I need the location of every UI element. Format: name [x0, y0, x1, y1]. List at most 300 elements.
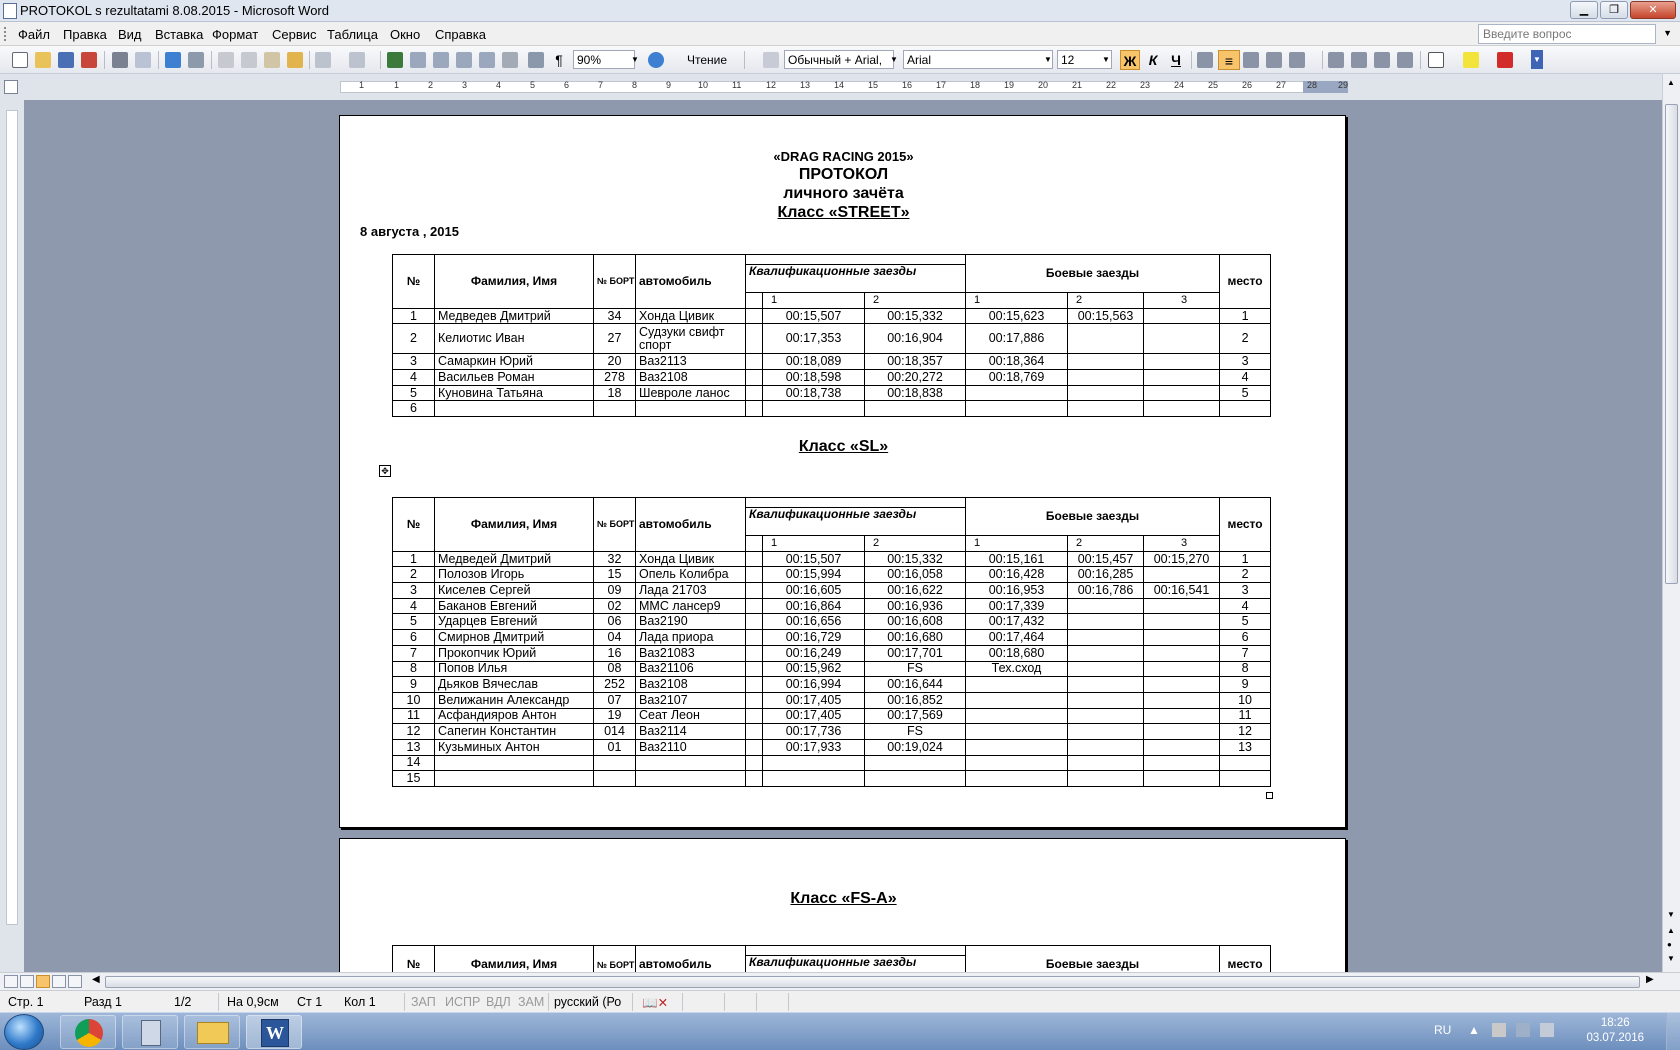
- cell-board: 01: [594, 739, 636, 755]
- toolbar: [0, 46, 1680, 74]
- cell-board: [594, 755, 636, 771]
- table-row: [393, 583, 1271, 599]
- cell-car: Ваз2108: [636, 677, 746, 693]
- status-line: Ст 1: [297, 995, 323, 1009]
- row-spacer-cell: [746, 401, 763, 417]
- ruler-number: 11: [732, 80, 742, 90]
- menu-window[interactable]: Окно: [390, 27, 421, 42]
- row-spacer-cell: [746, 614, 763, 630]
- scroll-right-icon[interactable]: ▶: [1646, 974, 1654, 985]
- row-spacer-cell: [746, 598, 763, 614]
- status-track-changes[interactable]: ИСПР: [445, 995, 481, 1009]
- cell-board: 08: [594, 661, 636, 677]
- clock-date: 03.07.2016: [1586, 1032, 1644, 1044]
- cell-board: 07: [594, 692, 636, 708]
- restore-button[interactable]: ❐: [1600, 1, 1628, 19]
- cell-place: 4: [1220, 598, 1271, 614]
- protocol-title: ПРОТОКОЛ: [798, 166, 889, 183]
- cell-q1: 00:17,353: [763, 324, 865, 354]
- chrome-icon: [75, 1019, 103, 1047]
- cell-b2: [1068, 708, 1144, 724]
- cell-car: Хонда Цивик: [636, 551, 746, 567]
- cell-place: 2: [1220, 324, 1271, 354]
- row-spacer-cell: [746, 354, 763, 370]
- justify-icon[interactable]: [1266, 52, 1282, 68]
- cell-b1: 00:17,886: [966, 324, 1068, 354]
- cell-q1: 00:17,736: [763, 724, 865, 740]
- table-row: [393, 308, 1271, 324]
- font-color-icon[interactable]: [1497, 52, 1513, 68]
- table-row: [393, 771, 1271, 787]
- print-layout-view-icon[interactable]: [36, 975, 50, 988]
- ask-question-input[interactable]: Введите вопрос: [1478, 24, 1656, 44]
- web-view-icon[interactable]: [20, 975, 34, 988]
- header-num: №: [393, 498, 435, 552]
- table-row: [393, 692, 1271, 708]
- cell-b1: [966, 692, 1068, 708]
- cell-b2: 00:16,786: [1068, 583, 1144, 599]
- page-2[interactable]: [339, 838, 1346, 972]
- style-dropdown-icon[interactable]: ▼: [890, 55, 898, 64]
- cell-q2: 00:15,332: [865, 551, 966, 567]
- scroll-down-icon[interactable]: ▼: [1667, 910, 1675, 919]
- ruler-number: 19: [1004, 80, 1015, 90]
- table-row: [393, 645, 1271, 661]
- class-fsa-title: Класс «FS-A»: [790, 890, 897, 907]
- ruler-number: 12: [766, 80, 777, 90]
- cell-q1: 00:15,962: [763, 661, 865, 677]
- row-spacer-cell: [746, 755, 763, 771]
- zoom-dropdown-icon[interactable]: ▼: [631, 55, 639, 64]
- prev-page-icon[interactable]: ▲: [1667, 926, 1675, 935]
- header-battle: Боевые заезды: [966, 255, 1220, 293]
- cell-place: 2: [1220, 567, 1271, 583]
- vertical-scrollbar[interactable]: [1662, 74, 1680, 972]
- cell-q1: 00:16,729: [763, 630, 865, 646]
- word-taskbar-button[interactable]: [246, 1015, 302, 1049]
- undo-icon[interactable]: [315, 52, 331, 68]
- header-place: место: [1220, 946, 1271, 973]
- outline-view-icon[interactable]: [52, 975, 66, 988]
- cell-place: 3: [1220, 354, 1271, 370]
- cell-name: Медведев Дмитрий: [435, 308, 594, 324]
- cell-car: Ваз21083: [636, 645, 746, 661]
- class-sl-title: Класс «SL»: [798, 438, 889, 455]
- cell-board: 09: [594, 583, 636, 599]
- cell-b3: [1144, 724, 1220, 740]
- menu-bar: [0, 22, 1680, 46]
- cell-place: 8: [1220, 661, 1271, 677]
- cell-board: 19: [594, 708, 636, 724]
- cell-num: 3: [393, 354, 435, 370]
- vertical-scroll-thumb[interactable]: [1665, 104, 1678, 584]
- cell-car: Ваз2110: [636, 739, 746, 755]
- decrease-indent-icon[interactable]: [1374, 52, 1390, 68]
- cell-b1: Тех.сход: [966, 661, 1068, 677]
- cell-q1: 00:17,933: [763, 739, 865, 755]
- print-preview-icon[interactable]: [135, 52, 151, 68]
- cell-place: [1220, 755, 1271, 771]
- table-row: [393, 739, 1271, 755]
- cell-name: Киселев Сергей: [435, 583, 594, 599]
- horizontal-scrollbar[interactable]: [0, 972, 1680, 990]
- new-document-icon[interactable]: [12, 52, 28, 68]
- header-car: автомобиль: [636, 498, 746, 552]
- cell-num: 4: [393, 598, 435, 614]
- style-field[interactable]: Обычный + Arial,: [784, 50, 894, 69]
- borders-icon[interactable]: [1428, 52, 1444, 68]
- cell-b1: 00:15,161: [966, 551, 1068, 567]
- cell-q2: [865, 755, 966, 771]
- tab-selector[interactable]: [4, 80, 18, 94]
- header-name: Фамилия, Имя: [435, 255, 594, 309]
- zoom-field[interactable]: 90%: [573, 50, 635, 69]
- volume-icon[interactable]: [1540, 1023, 1554, 1037]
- cell-num: 13: [393, 739, 435, 755]
- tray-expand-icon[interactable]: ▲: [1468, 1023, 1480, 1037]
- cell-b2: [1068, 739, 1144, 755]
- cell-q1: 00:16,249: [763, 645, 865, 661]
- cell-q2: 00:17,569: [865, 708, 966, 724]
- cell-name: Куновина Татьяна: [435, 385, 594, 401]
- cell-name: Смирнов Дмитрий: [435, 630, 594, 646]
- title-bar: [0, 0, 1680, 22]
- ruler-number: 2: [428, 80, 434, 90]
- row-spacer-cell: [746, 630, 763, 646]
- explorer-taskbar-button[interactable]: [184, 1015, 240, 1049]
- system-clock[interactable]: [1586, 1016, 1644, 1046]
- header-qual-spacer: [746, 293, 763, 309]
- document-map-icon[interactable]: [528, 52, 544, 68]
- reading-mode-button[interactable]: [676, 50, 738, 70]
- cell-b3: [1144, 755, 1220, 771]
- line-spacing-icon[interactable]: [1289, 52, 1305, 68]
- status-col: Кол 1: [344, 995, 376, 1009]
- italic-button[interactable]: К: [1148, 52, 1158, 68]
- menu-edit[interactable]: Правка: [63, 27, 107, 42]
- cell-b3: [1144, 771, 1220, 787]
- cell-b3: [1144, 645, 1220, 661]
- cell-place: 11: [1220, 708, 1271, 724]
- cell-car: Судзуки свифт спорт: [636, 324, 746, 354]
- save-icon[interactable]: [58, 52, 74, 68]
- table-move-handle-icon[interactable]: ✥: [379, 465, 391, 477]
- numbering-icon[interactable]: [1328, 52, 1344, 68]
- table-row: [393, 630, 1271, 646]
- toolbar-options-icon[interactable]: ▼: [1531, 50, 1543, 69]
- cell-car: Опель Колибра: [636, 567, 746, 583]
- spelling-status-icon[interactable]: 📖✕: [642, 996, 669, 1010]
- ruler-number: 17: [936, 80, 947, 90]
- scroll-left-icon[interactable]: ◀: [92, 974, 100, 985]
- status-section: Разд 1: [84, 995, 122, 1009]
- table-row: [393, 354, 1271, 370]
- spelling-icon[interactable]: [165, 52, 181, 68]
- cell-b3: [1144, 401, 1220, 417]
- table-row: [393, 755, 1271, 771]
- cell-car: Шевроле ланос: [636, 385, 746, 401]
- cell-car: Лада 21703: [636, 583, 746, 599]
- cell-board: 014: [594, 724, 636, 740]
- bold-button[interactable]: Ж: [1120, 50, 1140, 70]
- class-street-title: Класс «STREET»: [777, 204, 910, 221]
- font-dropdown-icon[interactable]: ▼: [1044, 55, 1052, 64]
- cell-q1: 00:15,507: [763, 308, 865, 324]
- header-name: Фамилия, Имя: [435, 498, 594, 552]
- cell-b1: 00:16,953: [966, 583, 1068, 599]
- header-battle: Боевые заезды: [966, 946, 1220, 973]
- header-b3: 3: [1144, 536, 1220, 552]
- ruler-number: 3: [462, 80, 468, 90]
- font-size-field[interactable]: 12: [1057, 50, 1112, 69]
- cell-place: 12: [1220, 724, 1271, 740]
- redo-icon[interactable]: [349, 52, 365, 68]
- ruler-number: 27: [1276, 80, 1287, 90]
- status-language[interactable]: русский (Ро: [554, 995, 622, 1009]
- minimize-button[interactable]: ▁: [1570, 1, 1598, 19]
- cell-b1: [966, 708, 1068, 724]
- cell-b3: [1144, 308, 1220, 324]
- cut-icon[interactable]: [218, 52, 234, 68]
- cell-num: 10: [393, 692, 435, 708]
- insert-table-icon[interactable]: [433, 52, 449, 68]
- start-button-icon[interactable]: [4, 1014, 44, 1050]
- drawing-icon[interactable]: [502, 52, 518, 68]
- show-desktop-button[interactable]: [1666, 1013, 1680, 1050]
- cell-q2: 00:16,608: [865, 614, 966, 630]
- cell-place: 6: [1220, 630, 1271, 646]
- menu-help[interactable]: Справка: [435, 27, 486, 42]
- header-num: №: [393, 946, 435, 973]
- cell-num: 4: [393, 370, 435, 386]
- cell-car: Сеат Леон: [636, 708, 746, 724]
- ruler-number: 7: [598, 80, 604, 90]
- permission-icon[interactable]: [81, 52, 97, 68]
- close-button[interactable]: ✕: [1630, 1, 1676, 19]
- cell-car: Ваз2190: [636, 614, 746, 630]
- table-row: [393, 708, 1271, 724]
- cell-b3: [1144, 739, 1220, 755]
- cell-q1: 00:18,089: [763, 354, 865, 370]
- ruler-number: 25: [1208, 80, 1219, 90]
- cell-place: 4: [1220, 370, 1271, 386]
- table-row: [393, 614, 1271, 630]
- next-page-icon[interactable]: ▼: [1667, 954, 1675, 963]
- normal-view-icon[interactable]: [4, 975, 18, 988]
- table-row: [393, 677, 1271, 693]
- help-icon[interactable]: [648, 52, 664, 68]
- cell-num: 12: [393, 724, 435, 740]
- status-bar: [0, 990, 1680, 1012]
- menu-format[interactable]: Формат: [212, 27, 259, 42]
- horizontal-scroll-thumb[interactable]: [105, 976, 1640, 988]
- header-board: № БОРТ: [594, 255, 636, 309]
- menu-insert[interactable]: Вставка: [155, 27, 204, 42]
- table-resize-handle[interactable]: [1266, 792, 1273, 799]
- row-spacer-cell: [746, 771, 763, 787]
- cell-q2: 00:16,058: [865, 567, 966, 583]
- cell-b2: [1068, 630, 1144, 646]
- increase-indent-icon[interactable]: [1397, 52, 1413, 68]
- ruler-number: 16: [902, 80, 913, 90]
- cell-b1: [966, 401, 1068, 417]
- ruler-number: 26: [1242, 80, 1253, 90]
- format-painter-icon[interactable]: [287, 52, 303, 68]
- cell-car: [636, 401, 746, 417]
- cell-b2: [1068, 401, 1144, 417]
- cell-q2: FS: [865, 661, 966, 677]
- ruler-number: 1: [359, 80, 365, 90]
- menu-tools[interactable]: Сервис: [272, 27, 317, 42]
- vertical-ruler[interactable]: [0, 100, 24, 972]
- ruler-number: 14: [834, 80, 845, 90]
- horizontal-ruler[interactable]: [0, 74, 1662, 100]
- print-icon[interactable]: [112, 52, 128, 68]
- reading-mode-label: Чтение: [686, 53, 728, 67]
- cell-q1: 00:15,994: [763, 567, 865, 583]
- cell-q1: 00:16,864: [763, 598, 865, 614]
- language-indicator[interactable]: RU: [1434, 1023, 1452, 1037]
- header-board: № БОРТ: [594, 946, 636, 973]
- ruler-number: 13: [800, 80, 811, 90]
- cell-num: 3: [393, 583, 435, 599]
- cell-q1: [763, 771, 865, 787]
- show-formatting-icon[interactable]: ¶: [555, 52, 563, 68]
- scroll-up-icon[interactable]: ▲: [1667, 78, 1675, 87]
- align-center-icon[interactable]: ≡: [1218, 50, 1240, 70]
- table-row: [393, 385, 1271, 401]
- open-icon[interactable]: [35, 52, 51, 68]
- cell-name: Васильев Роман: [435, 370, 594, 386]
- cell-q2: [865, 401, 966, 417]
- cell-num: 7: [393, 645, 435, 661]
- cell-num: 9: [393, 677, 435, 693]
- cell-q1: 00:16,994: [763, 677, 865, 693]
- cell-name: Дьяков Вячеслав: [435, 677, 594, 693]
- cell-board: 252: [594, 677, 636, 693]
- cell-num: 1: [393, 551, 435, 567]
- ruler-number: 5: [530, 80, 536, 90]
- cell-num: 15: [393, 771, 435, 787]
- header-place: место: [1220, 255, 1271, 309]
- chrome-taskbar-button[interactable]: [60, 1015, 116, 1049]
- select-browse-object-icon[interactable]: ●: [1667, 940, 1672, 949]
- reading-view-icon[interactable]: [68, 975, 82, 988]
- cell-num: 2: [393, 567, 435, 583]
- cell-q1: 00:18,598: [763, 370, 865, 386]
- header-qual-top: [746, 255, 966, 265]
- ruler-number: 21: [1072, 80, 1083, 90]
- cell-b1: 00:18,680: [966, 645, 1068, 661]
- ruler-number: 4: [496, 80, 502, 90]
- insert-excel-icon[interactable]: [456, 52, 472, 68]
- copy-icon[interactable]: [241, 52, 257, 68]
- cell-num: 14: [393, 755, 435, 771]
- ruler-number: 23: [1140, 80, 1151, 90]
- ask-dropdown-icon[interactable]: ▼: [1663, 28, 1672, 38]
- status-extend[interactable]: ВДЛ: [486, 995, 511, 1009]
- cell-board: 16: [594, 645, 636, 661]
- window-title: PROTOKOL s rezultatami 8.08.2015 - Microsoft Word: [20, 3, 329, 18]
- cell-place: 9: [1220, 677, 1271, 693]
- page-1[interactable]: [339, 115, 1346, 828]
- header-battle: Боевые заезды: [966, 498, 1220, 536]
- cell-num: 11: [393, 708, 435, 724]
- cell-name: Баканов Евгений: [435, 598, 594, 614]
- underline-button[interactable]: Ч: [1171, 52, 1181, 68]
- cell-place: 5: [1220, 385, 1271, 401]
- cell-b1: [966, 771, 1068, 787]
- flag-icon[interactable]: [1492, 1023, 1506, 1037]
- cell-b1: 00:16,428: [966, 567, 1068, 583]
- menu-grip[interactable]: [4, 27, 7, 41]
- cell-car: [636, 771, 746, 787]
- ruler-number: 18: [970, 80, 981, 90]
- header-qualification: Квалификационные заезды: [746, 508, 966, 536]
- cell-place: 1: [1220, 308, 1271, 324]
- bullets-icon[interactable]: [1351, 52, 1367, 68]
- menu-file[interactable]: Файл: [18, 27, 50, 42]
- font-size-dropdown-icon[interactable]: ▼: [1102, 55, 1110, 64]
- cell-q1: 00:17,405: [763, 708, 865, 724]
- network-icon[interactable]: [1516, 1023, 1530, 1037]
- cell-b1: 00:15,623: [966, 308, 1068, 324]
- align-left-icon[interactable]: [1197, 52, 1213, 68]
- research-icon[interactable]: [188, 52, 204, 68]
- cell-q2: 00:18,838: [865, 385, 966, 401]
- align-right-icon[interactable]: [1243, 52, 1259, 68]
- highlight-icon[interactable]: [1463, 52, 1479, 68]
- ruler-number: 6: [564, 80, 570, 90]
- header-place: место: [1220, 498, 1271, 552]
- cell-q2: [865, 771, 966, 787]
- ruler-number: 29: [1338, 80, 1349, 90]
- cell-b2: [1068, 771, 1144, 787]
- cell-q2: 00:15,332: [865, 308, 966, 324]
- cell-num: 8: [393, 661, 435, 677]
- cell-board: [594, 771, 636, 787]
- styles-pane-icon[interactable]: [763, 52, 779, 68]
- cell-b3: [1144, 630, 1220, 646]
- cell-q2: FS: [865, 724, 966, 740]
- status-overtype[interactable]: ЗАМ: [518, 995, 545, 1009]
- tables-borders-icon[interactable]: [410, 52, 426, 68]
- status-pages: 1/2: [174, 995, 192, 1009]
- cell-name: Келиотис Иван: [435, 324, 594, 354]
- calculator-taskbar-button[interactable]: [122, 1015, 178, 1049]
- cell-b1: 00:17,464: [966, 630, 1068, 646]
- hyperlink-icon[interactable]: [387, 52, 403, 68]
- cell-q2: 00:17,701: [865, 645, 966, 661]
- columns-icon[interactable]: [479, 52, 495, 68]
- row-spacer-cell: [746, 551, 763, 567]
- vertical-ruler-strip: [6, 110, 18, 925]
- cell-b2: [1068, 645, 1144, 661]
- cell-board: 32: [594, 551, 636, 567]
- cell-q2: 00:20,272: [865, 370, 966, 386]
- cell-b1: 00:18,769: [966, 370, 1068, 386]
- menu-view[interactable]: Вид: [118, 27, 142, 42]
- ruler-number: 24: [1174, 80, 1185, 90]
- cell-b1: 00:17,432: [966, 614, 1068, 630]
- ruler-number: 1: [394, 80, 400, 90]
- menu-table[interactable]: Таблица: [327, 27, 378, 42]
- font-field[interactable]: Arial: [903, 50, 1053, 69]
- status-record[interactable]: ЗАП: [411, 995, 436, 1009]
- paste-icon[interactable]: [264, 52, 280, 68]
- cell-name: Медведей Дмитрий: [435, 551, 594, 567]
- cell-b2: [1068, 324, 1144, 354]
